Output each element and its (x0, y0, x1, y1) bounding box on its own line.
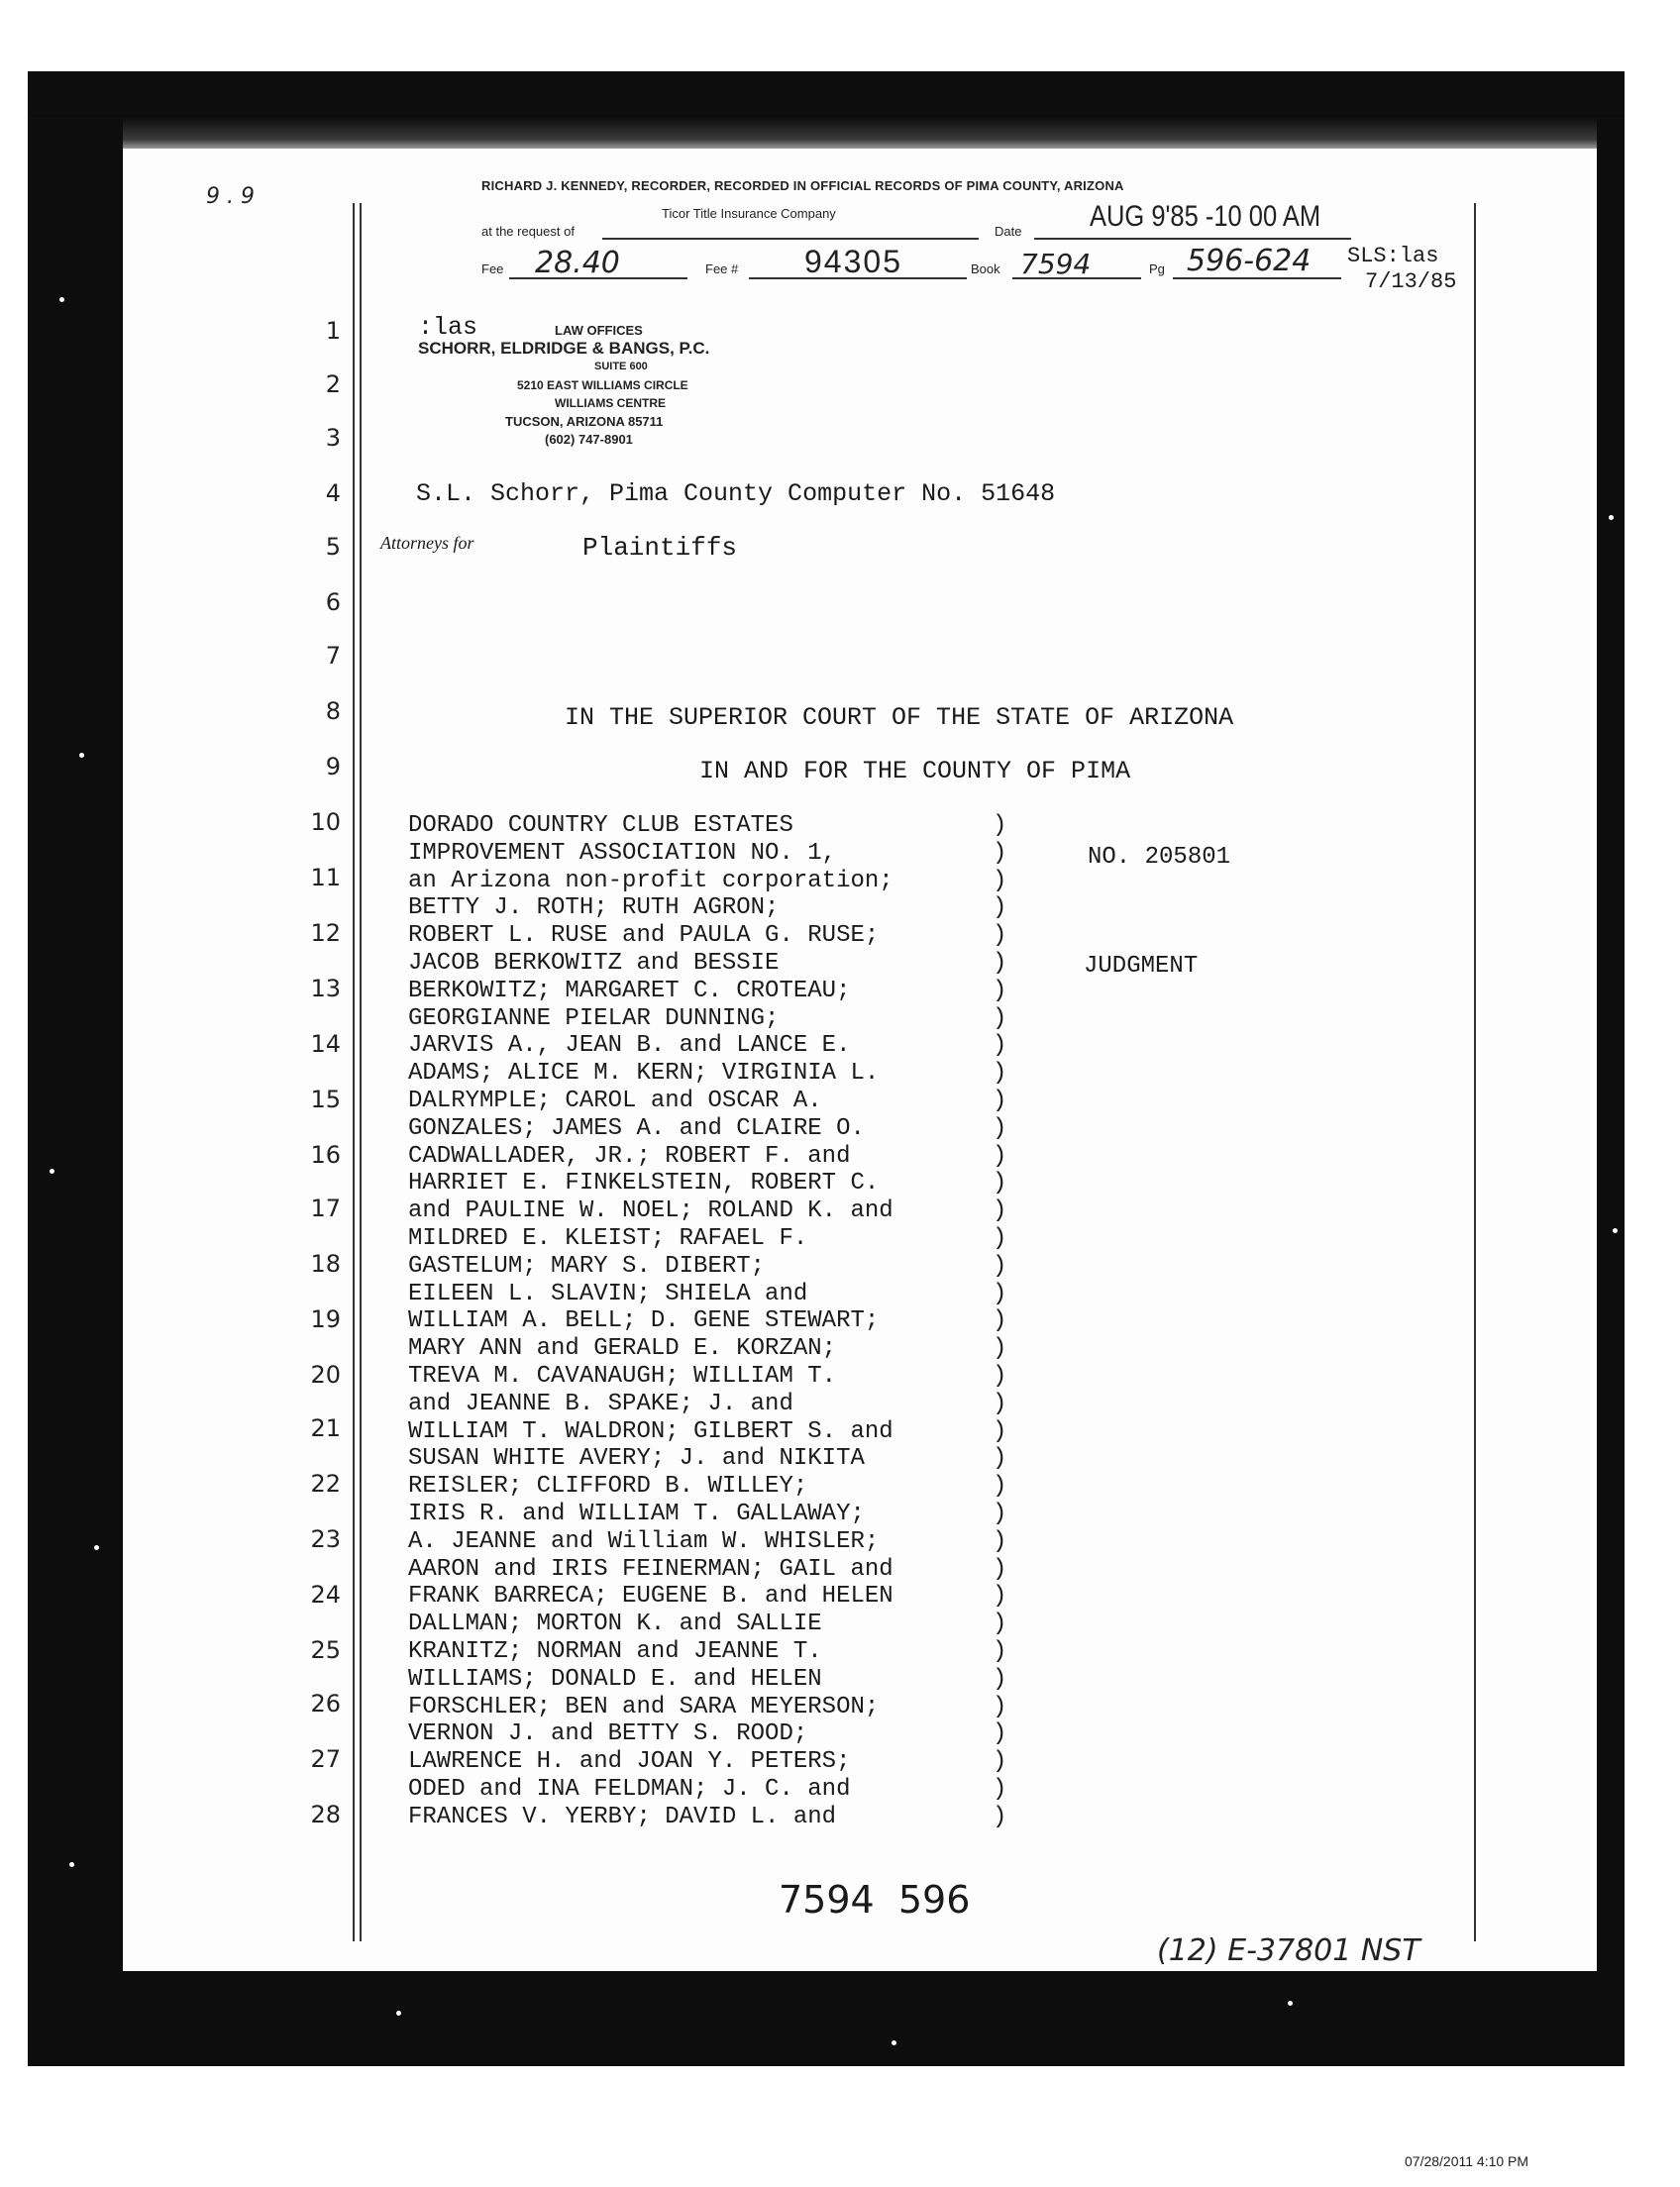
caption-paren: ) (993, 1335, 1007, 1362)
line-number: 16 (310, 1141, 341, 1169)
caption-paren: ) (993, 1776, 1007, 1803)
party-line: and JEANNE B. SPAKE; J. and (408, 1391, 793, 1417)
line-number: 19 (310, 1305, 341, 1333)
fee-number-label: Fee # (705, 261, 739, 276)
party-line: FRANCES V. YERBY; DAVID L. and (408, 1804, 837, 1830)
party-line: JACOB BERKOWITZ and BESSIE (408, 950, 780, 977)
line-number: 6 (325, 588, 341, 616)
party-line: SUSAN WHITE AVERY; J. and NIKITA (408, 1445, 865, 1472)
line-number: 9 (325, 753, 341, 781)
caption-paren: ) (993, 1528, 1007, 1555)
party-line: DALLMAN; MORTON K. and SALLIE (408, 1611, 822, 1637)
fee-label: Fee (481, 261, 504, 276)
scan-border-left (28, 119, 123, 2001)
scan-border-top (28, 71, 1625, 121)
caption-paren: ) (993, 1281, 1007, 1307)
party-line: IRIS R. and WILLIAM T. GALLAWAY; (408, 1501, 865, 1527)
caption-paren: ) (993, 1418, 1007, 1445)
law-firm-suite: SUITE 600 (594, 361, 648, 372)
court-line-2: IN AND FOR THE COUNTY OF PIMA (699, 757, 1131, 785)
line-number: 22 (310, 1470, 341, 1498)
line-number: 12 (310, 919, 341, 947)
line-number: 2 (325, 370, 341, 398)
fee-number-value: 94305 (804, 244, 902, 279)
caption-paren: ) (993, 1253, 1007, 1280)
line-number: 10 (310, 808, 341, 836)
line-number: 21 (310, 1414, 341, 1442)
party-line: LAWRENCE H. and JOAN Y. PETERS; (408, 1748, 851, 1775)
caption-paren: ) (993, 1666, 1007, 1693)
attorney-line: S.L. Schorr, Pima County Computer No. 51648 (416, 479, 1056, 508)
fee-value: 28.40 (535, 246, 620, 280)
party-line: ADAMS; ALICE M. KERN; VIRGINIA L. (408, 1060, 880, 1087)
party-line: CADWALLADER, JR.; ROBERT F. and (408, 1143, 851, 1170)
party-line: VERNON J. and BETTY S. ROOD; (408, 1720, 808, 1747)
court-line-1: IN THE SUPERIOR COURT OF THE STATE OF ARIZONA (565, 703, 1234, 732)
date-stamp: AUG 9'85 -10 00 AM (1090, 200, 1321, 233)
law-offices-title: LAW OFFICES (555, 323, 643, 338)
party-line: HARRIET E. FINKELSTEIN, ROBERT C. (408, 1170, 880, 1197)
caption-paren: ) (993, 840, 1007, 867)
attorneys-for-value: Plaintiffs (582, 533, 738, 563)
line-number: 20 (310, 1361, 341, 1389)
caption-paren: ) (993, 1060, 1007, 1087)
scan-timestamp: 07/28/2011 4:10 PM (1405, 2153, 1529, 2169)
caption-paren: ) (993, 1611, 1007, 1637)
at-request-label: at the request of (481, 224, 575, 239)
at-request-value: Ticor Title Insurance Company (662, 206, 836, 221)
line-number: 28 (310, 1801, 341, 1828)
right-margin-rule (1474, 203, 1476, 1941)
party-line: FRANK BARRECA; EUGENE B. and HELEN (408, 1583, 893, 1610)
caption-paren: ) (993, 950, 1007, 977)
case-number: NO. 205801 (1088, 844, 1231, 871)
law-firm-building: WILLIAMS CENTRE (555, 396, 666, 410)
caption-paren: ) (993, 1804, 1007, 1830)
line-number: 4 (325, 479, 341, 507)
party-line: KRANITZ; NORMAN and JEANNE T. (408, 1638, 822, 1665)
caption-paren: ) (993, 1748, 1007, 1775)
party-line: ODED and INA FELDMAN; J. C. and (408, 1776, 851, 1803)
line-number: 11 (310, 864, 341, 891)
law-firm-name: SCHORR, ELDRIDGE & BANGS, P.C. (418, 339, 710, 358)
caption-paren: ) (993, 1225, 1007, 1252)
caption-paren: ) (993, 894, 1007, 921)
caption-paren: ) (993, 1583, 1007, 1610)
caption-paren: ) (993, 1088, 1007, 1114)
attorneys-for-label: Attorneys for (380, 533, 474, 553)
party-line: GEORGIANNE PIELAR DUNNING; (408, 1005, 780, 1032)
party-line: TREVA M. CAVANAUGH; WILLIAM T. (408, 1363, 837, 1390)
left-margin-rule-inner (360, 203, 362, 1941)
handwritten-note: (12) E-37801 NST (1157, 1933, 1420, 1968)
caption-paren: ) (993, 1501, 1007, 1527)
sls-initials: SLS:las (1347, 244, 1439, 268)
line-number: 7 (325, 642, 341, 670)
line-number: 3 (325, 424, 341, 452)
line-number: 27 (310, 1745, 341, 1773)
party-line: BETTY J. ROTH; RUTH AGRON; (408, 894, 780, 921)
caption-paren: ) (993, 1694, 1007, 1720)
party-line: WILLIAMS; DONALD E. and HELEN (408, 1666, 822, 1693)
line-number: 8 (325, 697, 341, 725)
line-number: 26 (310, 1690, 341, 1718)
caption-paren: ) (993, 812, 1007, 839)
party-line: WILLIAM A. BELL; D. GENE STEWART; (408, 1307, 880, 1334)
date-underline (1034, 238, 1351, 240)
left-margin-rule (353, 203, 355, 1941)
party-line: FORSCHLER; BEN and SARA MEYERSON; (408, 1694, 880, 1720)
party-line: REISLER; CLIFFORD B. WILLEY; (408, 1473, 808, 1500)
recorder-header: RICHARD J. KENNEDY, RECORDER, RECORDED IN OFFICIAL RECORDS OF PIMA COUNTY, ARIZONA (481, 178, 1124, 193)
date-label: Date (995, 224, 1022, 239)
sls-date: 7/13/85 (1365, 269, 1457, 294)
page-range-value: 596-624 (1187, 244, 1312, 278)
caption-paren: ) (993, 1556, 1007, 1583)
caption-paren: ) (993, 1198, 1007, 1224)
caption-paren: ) (993, 1473, 1007, 1500)
party-line: and PAULINE W. NOEL; ROLAND K. and (408, 1198, 893, 1224)
party-line: AARON and IRIS FEINERMAN; GAIL and (408, 1556, 893, 1583)
line-number: 25 (310, 1636, 341, 1664)
caption-paren: ) (993, 1391, 1007, 1417)
law-offices-initials: :las (418, 313, 478, 342)
caption-paren: ) (993, 1638, 1007, 1665)
party-line: BERKOWITZ; MARGARET C. CROTEAU; (408, 978, 851, 1004)
caption-paren: ) (993, 1143, 1007, 1170)
scan-border-bottom (28, 1971, 1625, 2066)
document-type: JUDGMENT (1084, 953, 1199, 980)
line-number: 23 (310, 1525, 341, 1553)
caption-paren: ) (993, 922, 1007, 949)
margin-mark: 9 . 9 (206, 184, 255, 209)
caption-paren: ) (993, 1005, 1007, 1032)
line-number: 24 (310, 1581, 341, 1609)
caption-paren: ) (993, 1170, 1007, 1197)
party-line: GONZALES; JAMES A. and CLAIRE O. (408, 1115, 865, 1142)
caption-paren: ) (993, 868, 1007, 894)
caption-paren: ) (993, 1363, 1007, 1390)
party-line: DORADO COUNTRY CLUB ESTATES (408, 812, 793, 839)
line-number: 15 (310, 1086, 341, 1113)
book-label: Book (971, 261, 1000, 276)
at-request-underline (602, 238, 979, 240)
line-number: 1 (325, 317, 341, 345)
line-number: 5 (325, 533, 341, 561)
line-number: 14 (310, 1030, 341, 1058)
party-line: MILDRED E. KLEIST; RAFAEL F. (408, 1225, 808, 1252)
book-value: 7594 (1020, 248, 1092, 280)
caption-paren: ) (993, 1115, 1007, 1142)
caption-paren: ) (993, 1720, 1007, 1747)
party-line: IMPROVEMENT ASSOCIATION NO. 1, (408, 840, 837, 867)
caption-paren: ) (993, 1445, 1007, 1472)
party-line: WILLIAM T. WALDRON; GILBERT S. and (408, 1418, 893, 1445)
law-firm-street: 5210 EAST WILLIAMS CIRCLE (517, 378, 688, 392)
party-line: GASTELUM; MARY S. DIBERT; (408, 1253, 766, 1280)
party-line: JARVIS A., JEAN B. and LANCE E. (408, 1032, 851, 1059)
party-line: an Arizona non-profit corporation; (408, 868, 893, 894)
party-line: EILEEN L. SLAVIN; SHIELA and (408, 1281, 808, 1307)
line-number: 13 (310, 975, 341, 1002)
caption-paren: ) (993, 978, 1007, 1004)
party-line: ROBERT L. RUSE and PAULA G. RUSE; (408, 922, 880, 949)
party-line: MARY ANN and GERALD E. KORZAN; (408, 1335, 837, 1362)
line-number: 18 (310, 1250, 341, 1278)
line-number: 17 (310, 1195, 341, 1222)
caption-paren: ) (993, 1032, 1007, 1059)
party-line: DALRYMPLE; CAROL and OSCAR A. (408, 1088, 822, 1114)
scan-border-right (1597, 119, 1625, 2001)
party-line: A. JEANNE and William W. WHISLER; (408, 1528, 880, 1555)
page-label: Pg (1149, 261, 1165, 276)
law-firm-city: TUCSON, ARIZONA 85711 (505, 414, 664, 429)
page-footer-number: 7594 596 (779, 1878, 971, 1922)
law-firm-phone: (602) 747-8901 (545, 432, 633, 447)
caption-paren: ) (993, 1307, 1007, 1334)
